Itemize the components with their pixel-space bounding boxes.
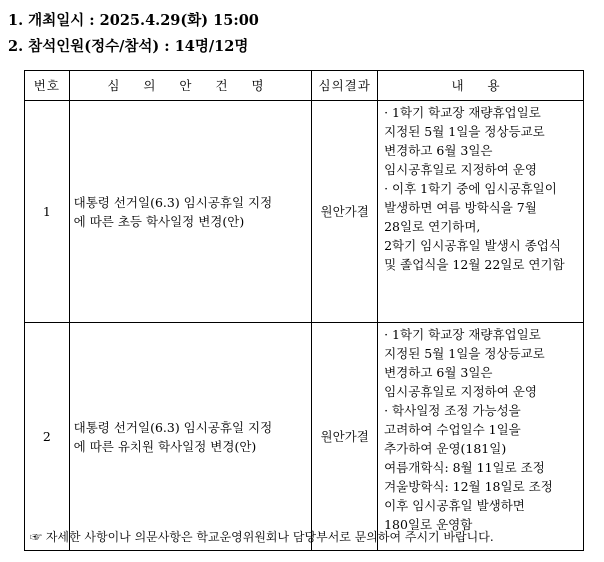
result-cell: 원안가결 <box>312 101 378 323</box>
agenda-line: 에 따른 초등 학사일정 변경(안) <box>73 213 245 229</box>
agenda-title <box>69 323 312 551</box>
content-line: 겨울방학식: 12월 18일로 조정 <box>384 479 553 494</box>
content-cell <box>378 323 584 551</box>
agenda-title <box>69 101 312 323</box>
column-header-result: 심의결과 <box>312 71 378 101</box>
agenda-line: 대통령 선거일(6.3) 임시공휴일 지정 <box>73 419 273 435</box>
table-row <box>25 323 584 551</box>
agenda-line: 에 따른 유치원 학사일정 변경(안) <box>73 438 257 454</box>
content-line: 고려하여 수업일수 1일을 <box>384 422 521 437</box>
content-line: 발생하면 여름 방학식을 7월 <box>384 200 537 215</box>
column-header-content: 내 용 <box>378 71 584 101</box>
content-line: 이후 임시공휴일 발생하면 <box>384 498 525 513</box>
column-header-number: 번호 <box>25 71 70 101</box>
content-line: · 이후 1학기 중에 임시공휴일이 <box>384 181 557 196</box>
content-line: 지정된 5월 1일을 정상등교로 <box>384 124 545 139</box>
content-line: 지정된 5월 1일을 정상등교로 <box>384 346 545 361</box>
content-line: 및 졸업식을 12월 22일로 연기함 <box>384 257 565 272</box>
content-line: · 1학기 학교장 재량휴업일로 <box>384 327 541 342</box>
meeting-datetime: 1. 개최일시 : 2025.4.29(화) 15:00 <box>8 12 259 29</box>
agenda-table <box>24 70 584 551</box>
attendance-count: 2. 참석인원(정수/참석) : 14명/12명 <box>8 38 249 55</box>
content-line: 임시공휴일로 지정하여 운영 <box>384 384 537 399</box>
content-line: 변경하고 6월 3일은 <box>384 143 493 158</box>
content-line: 임시공휴일로 지정하여 운영 <box>384 162 537 177</box>
table-row <box>25 101 584 323</box>
agenda-line: 대통령 선거일(6.3) 임시공휴일 지정 <box>73 194 273 210</box>
content-line: 여름개학식: 8월 11일로 조정 <box>384 460 545 475</box>
row-number: 1 <box>25 101 70 323</box>
content-line: 변경하고 6월 3일은 <box>384 365 493 380</box>
row-number: 2 <box>25 323 70 551</box>
content-line: · 학사일정 조정 가능성을 <box>384 403 521 418</box>
content-line: · 1학기 학교장 재량휴업일로 <box>384 105 541 120</box>
content-line: 2학기 임시공휴일 발생시 종업식 <box>384 238 561 253</box>
content-line: 28일로 연기하며, <box>384 219 481 234</box>
content-line: 추가하여 운영(181일) <box>384 441 507 456</box>
result-cell: 원안가결 <box>312 323 378 551</box>
content-cell <box>378 101 584 323</box>
column-header-agenda: 심 의 안 건 명 <box>69 71 312 101</box>
content-line: 180일로 운영함 <box>384 517 473 532</box>
footer-note: ☞ 자세한 사항이나 의문사항은 학교운영위원회나 담당부서로 문의하여 주시기 바랍니다. <box>30 530 494 544</box>
table-header-row <box>25 71 584 101</box>
